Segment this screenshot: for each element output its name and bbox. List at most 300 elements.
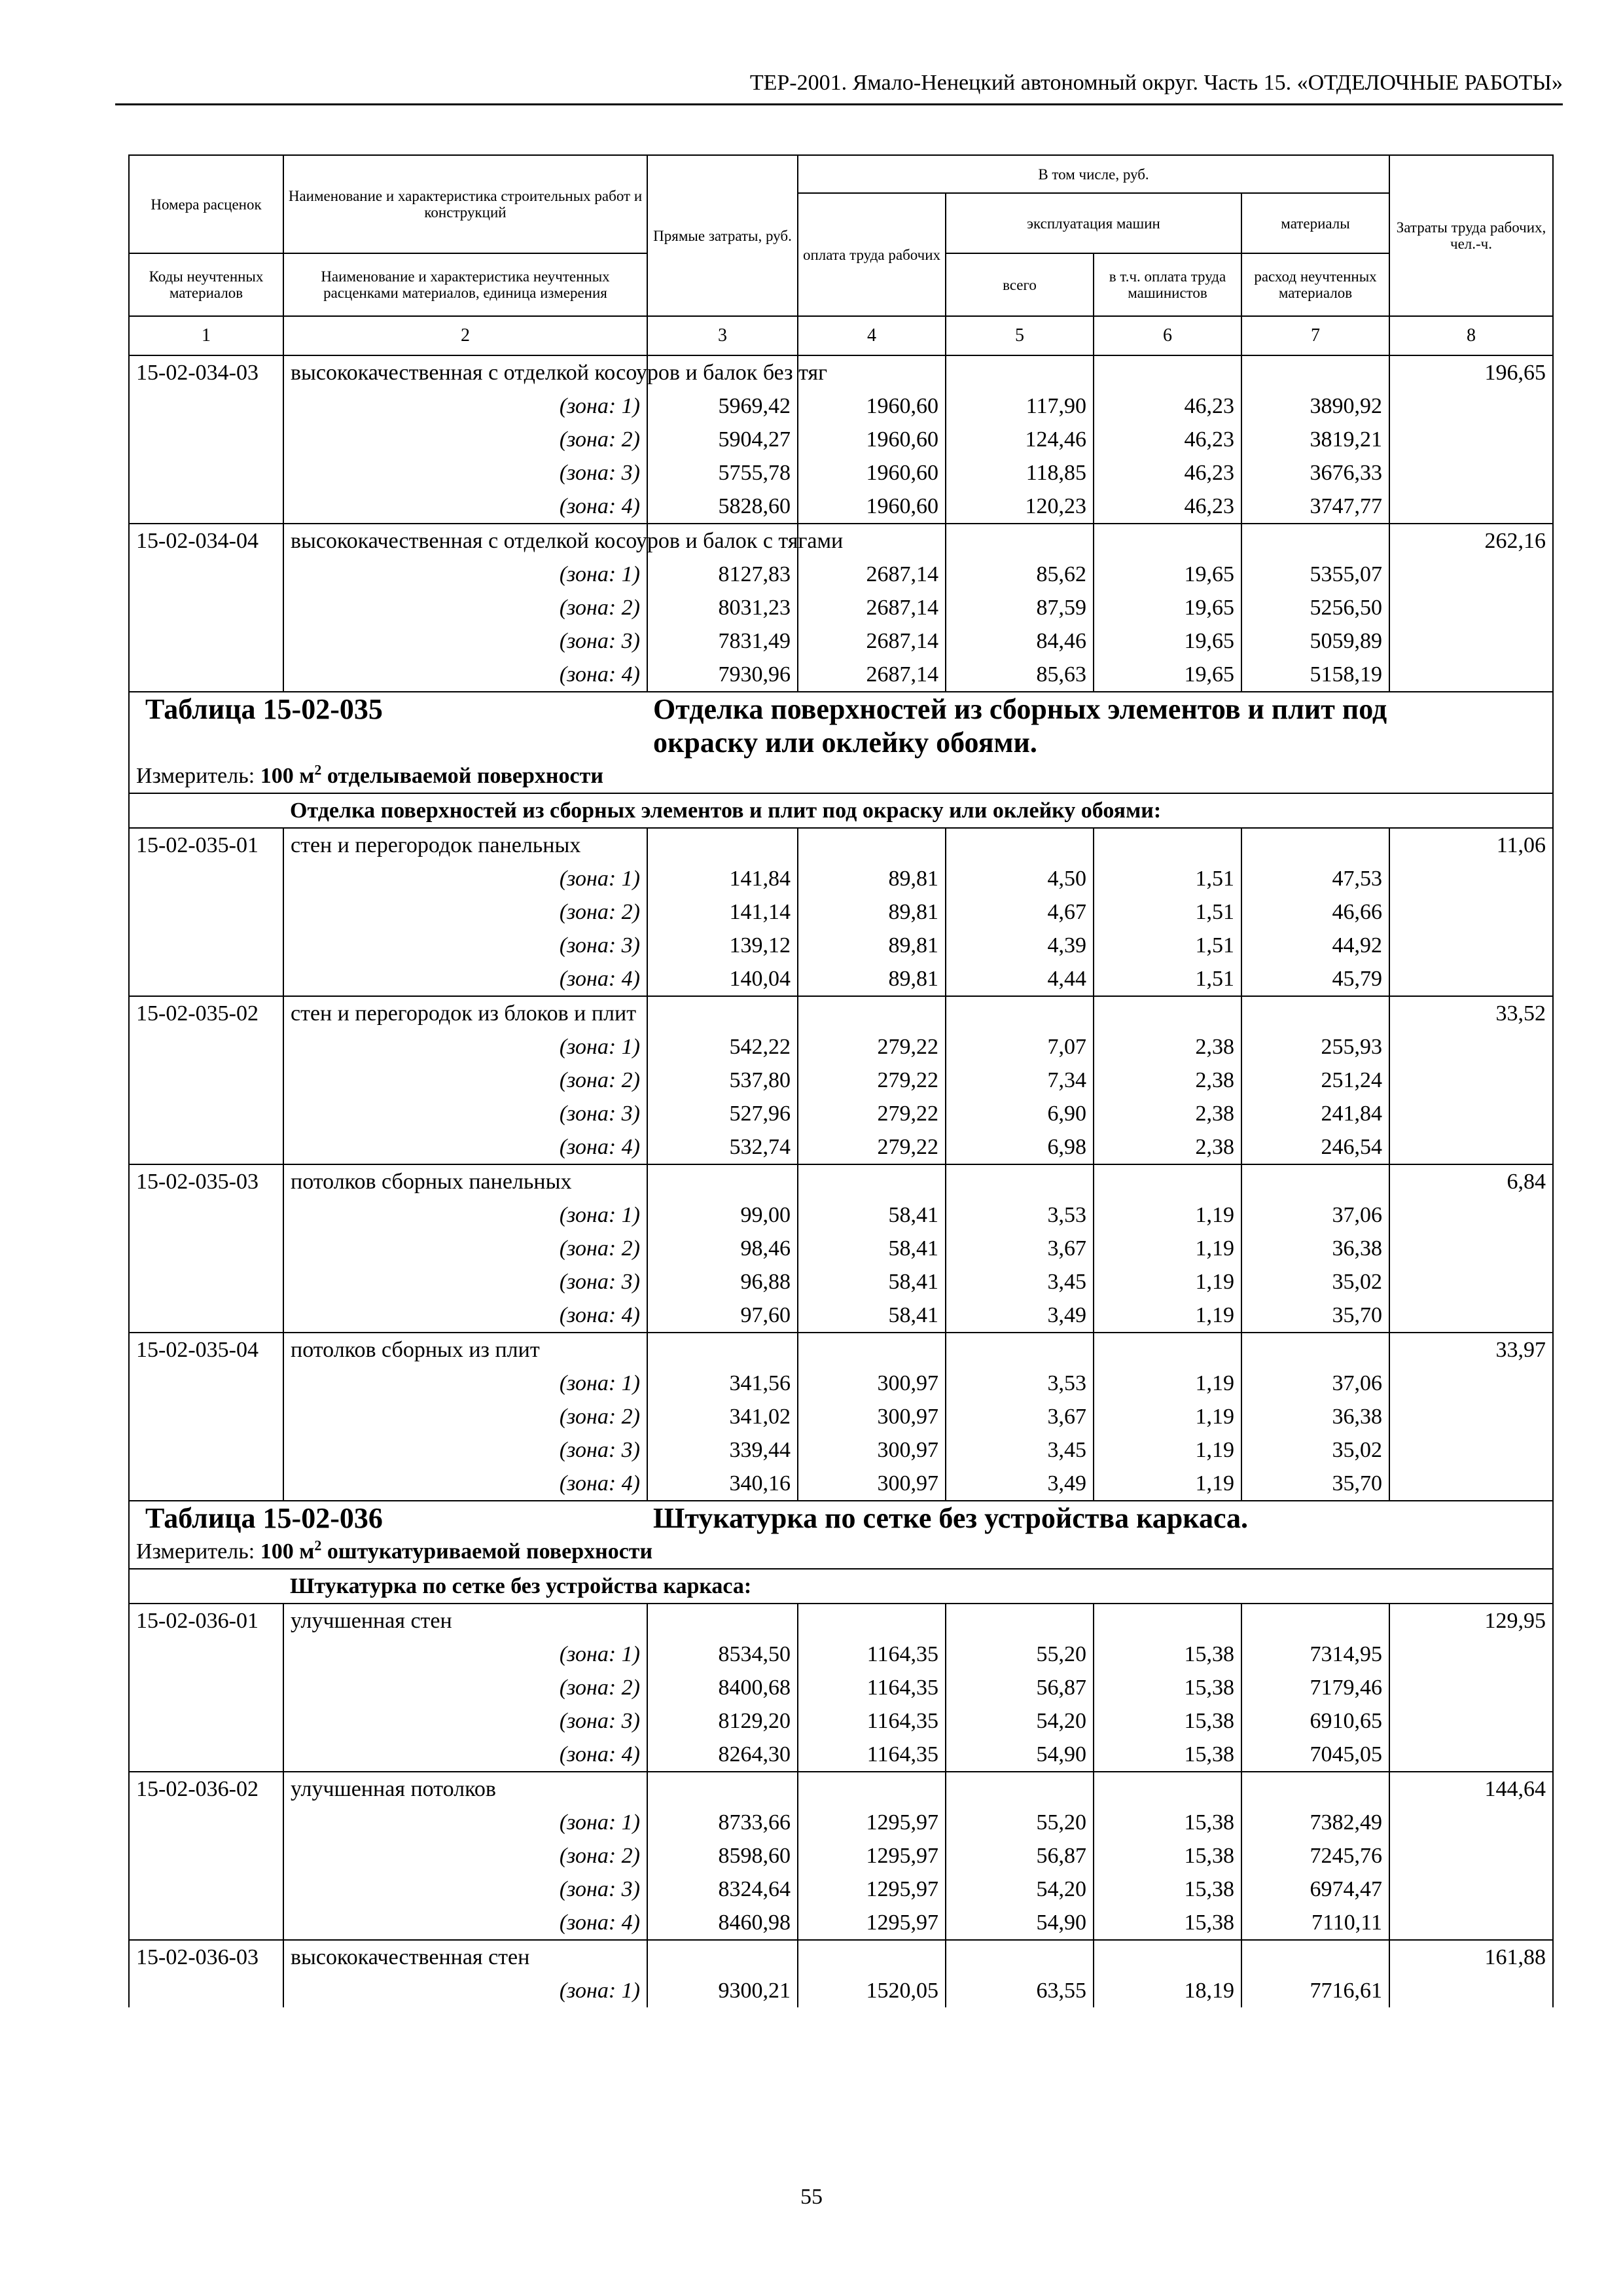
value-cell: 37,06 (1241, 1198, 1389, 1232)
empty-cell (129, 1400, 283, 1433)
measure-row (129, 1535, 1553, 1569)
empty-cell (1389, 1906, 1553, 1940)
table-row (129, 1333, 1553, 1367)
value-cell: 5158,19 (1241, 658, 1389, 692)
value-cell: 1295,97 (798, 1839, 946, 1873)
zone-label: (зона: 1) (283, 1367, 647, 1400)
value-cell: 7045,05 (1241, 1738, 1389, 1772)
work-name: улучшенная стен (283, 1604, 647, 1638)
value-cell: 5904,27 (647, 423, 798, 456)
zone-label: (зона: 1) (283, 862, 647, 895)
zone-row (129, 1299, 1553, 1333)
value-cell: 1295,97 (798, 1873, 946, 1906)
value-cell: 120,23 (946, 490, 1094, 524)
value-cell: 44,92 (1241, 929, 1389, 962)
value-cell: 8129,20 (647, 1704, 798, 1738)
value-cell: 7831,49 (647, 624, 798, 658)
zone-row (129, 1873, 1553, 1906)
empty-cell (1389, 895, 1553, 929)
head-col8: Затраты труда рабочих, чел.-ч. (1389, 155, 1553, 316)
rate-code: 15-02-035-04 (129, 1333, 283, 1367)
value-cell: 5755,78 (647, 456, 798, 490)
value-cell: 7,07 (946, 1030, 1094, 1064)
empty-cell (1389, 490, 1553, 524)
zone-row (129, 1367, 1553, 1400)
value-cell: 300,97 (798, 1467, 946, 1501)
value-cell: 8127,83 (647, 558, 798, 591)
value-cell: 7,34 (946, 1064, 1094, 1097)
zone-label: (зона: 1) (283, 558, 647, 591)
value-cell: 2687,14 (798, 658, 946, 692)
empty-cell (1094, 355, 1241, 389)
empty-cell (798, 1940, 946, 1974)
empty-cell (129, 1064, 283, 1097)
zone-label: (зона: 3) (283, 929, 647, 962)
measure-unit (129, 759, 1553, 793)
empty-cell (1094, 1940, 1241, 1974)
value-cell: 84,46 (946, 624, 1094, 658)
empty-cell (1389, 1400, 1553, 1433)
value-cell: 8733,66 (647, 1806, 798, 1839)
value-cell: 15,38 (1094, 1738, 1241, 1772)
zone-row (129, 490, 1553, 524)
measure-unit (129, 1535, 1553, 1569)
value-cell: 1,19 (1094, 1299, 1241, 1333)
value-cell: 5969,42 (647, 389, 798, 423)
empty-cell (647, 1604, 798, 1638)
empty-cell (129, 1299, 283, 1333)
zone-row (129, 1671, 1553, 1704)
empty-cell (129, 490, 283, 524)
empty-cell (1389, 1198, 1553, 1232)
labor-cost: 262,16 (1389, 524, 1553, 558)
empty-cell (946, 1772, 1094, 1806)
value-cell: 300,97 (798, 1367, 946, 1400)
zone-row (129, 1638, 1553, 1671)
empty-cell (129, 1806, 283, 1839)
head-materials: материалы (1241, 193, 1389, 253)
value-cell: 58,41 (798, 1232, 946, 1265)
measure-prefix: Измеритель: (136, 764, 255, 788)
empty-cell (129, 1130, 283, 1164)
empty-cell (1389, 962, 1553, 996)
zone-row (129, 1433, 1553, 1467)
value-cell: 542,22 (647, 1030, 798, 1064)
rate-code: 15-02-034-04 (129, 524, 283, 558)
empty-cell (1389, 456, 1553, 490)
table-title-row (129, 692, 1553, 759)
empty-cell (1389, 1806, 1553, 1839)
empty-cell (129, 1738, 283, 1772)
empty-cell (1241, 996, 1389, 1030)
value-cell: 124,46 (946, 423, 1094, 456)
measure-rest: отделываемой поверхности (321, 764, 603, 788)
labor-cost: 144,64 (1389, 1772, 1553, 1806)
empty-cell (1241, 355, 1389, 389)
value-cell: 97,60 (647, 1299, 798, 1333)
head-num: 3 (647, 316, 798, 355)
value-cell: 46,23 (1094, 490, 1241, 524)
value-cell: 7110,11 (1241, 1906, 1389, 1940)
zone-row (129, 1232, 1553, 1265)
value-cell: 140,04 (647, 962, 798, 996)
value-cell: 35,02 (1241, 1265, 1389, 1299)
zone-row (129, 624, 1553, 658)
zone-row (129, 1704, 1553, 1738)
head-col1-bottom: Коды неучтенных материалов (129, 253, 283, 316)
zone-row (129, 1400, 1553, 1433)
zone-row (129, 862, 1553, 895)
empty-cell (1094, 996, 1241, 1030)
value-cell: 85,63 (946, 658, 1094, 692)
value-cell: 2687,14 (798, 591, 946, 624)
work-name: потолков сборных панельных (283, 1164, 647, 1198)
value-cell: 4,44 (946, 962, 1094, 996)
table-row (129, 828, 1553, 862)
value-cell: 35,70 (1241, 1299, 1389, 1333)
empty-cell (1389, 658, 1553, 692)
measure-rest: оштукатуриваемой поверхности (321, 1539, 653, 1564)
value-cell: 15,38 (1094, 1839, 1241, 1873)
empty-cell (1389, 1299, 1553, 1333)
empty-cell (129, 1265, 283, 1299)
value-cell: 2,38 (1094, 1064, 1241, 1097)
value-cell: 98,46 (647, 1232, 798, 1265)
empty-cell (798, 1333, 946, 1367)
zone-label: (зона: 2) (283, 1064, 647, 1097)
value-cell: 3,53 (946, 1198, 1094, 1232)
empty-cell (129, 1906, 283, 1940)
head-col7: расход неучтенных материалов (1241, 253, 1389, 316)
value-cell: 8534,50 (647, 1638, 798, 1671)
rate-code: 15-02-036-02 (129, 1772, 283, 1806)
labor-cost: 196,65 (1389, 355, 1553, 389)
empty-cell (946, 996, 1094, 1030)
empty-cell (129, 1232, 283, 1265)
empty-cell (1389, 558, 1553, 591)
header-rule (115, 103, 1563, 105)
zone-label: (зона: 4) (283, 490, 647, 524)
empty-cell (1094, 524, 1241, 558)
empty-cell (1094, 1164, 1241, 1198)
empty-cell (1241, 1604, 1389, 1638)
value-cell: 2,38 (1094, 1130, 1241, 1164)
empty-cell (946, 1333, 1094, 1367)
zone-label: (зона: 4) (283, 962, 647, 996)
empty-cell (129, 389, 283, 423)
zone-row (129, 1130, 1553, 1164)
rate-code: 15-02-036-03 (129, 1940, 283, 1974)
section-row (129, 793, 1553, 828)
empty-cell (129, 1873, 283, 1906)
value-cell: 8460,98 (647, 1906, 798, 1940)
value-cell: 279,22 (798, 1064, 946, 1097)
empty-cell (798, 1164, 946, 1198)
value-cell: 1960,60 (798, 389, 946, 423)
value-cell: 2687,14 (798, 624, 946, 658)
empty-cell (1389, 1839, 1553, 1873)
value-cell: 241,84 (1241, 1097, 1389, 1130)
empty-cell (1389, 423, 1553, 456)
value-cell: 1164,35 (798, 1638, 946, 1671)
value-cell: 36,38 (1241, 1400, 1389, 1433)
zone-label: (зона: 4) (283, 658, 647, 692)
value-cell: 2687,14 (798, 558, 946, 591)
value-cell: 58,41 (798, 1299, 946, 1333)
empty-cell (129, 1367, 283, 1400)
empty-cell (129, 1671, 283, 1704)
empty-cell (946, 1940, 1094, 1974)
zone-row (129, 895, 1553, 929)
zone-label: (зона: 1) (283, 1806, 647, 1839)
empty-cell (129, 1839, 283, 1873)
zone-row (129, 1064, 1553, 1097)
value-cell: 8400,68 (647, 1671, 798, 1704)
value-cell: 4,39 (946, 929, 1094, 962)
value-cell: 2,38 (1094, 1097, 1241, 1130)
value-cell: 54,20 (946, 1704, 1094, 1738)
value-cell: 18,19 (1094, 1974, 1241, 2007)
value-cell: 1,19 (1094, 1367, 1241, 1400)
empty-cell (129, 1704, 283, 1738)
value-cell: 46,23 (1094, 423, 1241, 456)
zone-row (129, 423, 1553, 456)
rate-code: 15-02-036-01 (129, 1604, 283, 1638)
value-cell: 3,49 (946, 1467, 1094, 1501)
price-table (128, 154, 1554, 2007)
work-name: стен и перегородок панельных (283, 828, 647, 862)
empty-cell (647, 1333, 798, 1367)
empty-cell (1389, 1097, 1553, 1130)
empty-cell (129, 558, 283, 591)
work-name: улучшенная потолков (283, 1772, 647, 1806)
table-number: Таблица 15-02-035 (145, 693, 383, 725)
zone-label: (зона: 4) (283, 1467, 647, 1501)
empty-cell (946, 355, 1094, 389)
zone-label: (зона: 1) (283, 1638, 647, 1671)
zone-row (129, 389, 1553, 423)
value-cell: 1,19 (1094, 1467, 1241, 1501)
value-cell: 15,38 (1094, 1638, 1241, 1671)
value-cell: 15,38 (1094, 1671, 1241, 1704)
table-name: Штукатурка по сетке без устройства каркаса. (653, 1502, 1249, 1534)
value-cell: 7716,61 (1241, 1974, 1389, 2007)
zone-label: (зона: 3) (283, 1265, 647, 1299)
work-name: высококачественная стен (283, 1940, 647, 1974)
head-col4: оплата труда рабочих (798, 193, 946, 316)
value-cell: 8324,64 (647, 1873, 798, 1906)
value-cell: 58,41 (798, 1265, 946, 1299)
empty-cell (1389, 1704, 1553, 1738)
zone-label: (зона: 1) (283, 1030, 647, 1064)
rate-code: 15-02-035-01 (129, 828, 283, 862)
section-row (129, 1569, 1553, 1604)
zone-label: (зона: 3) (283, 1097, 647, 1130)
value-cell: 6910,65 (1241, 1704, 1389, 1738)
value-cell: 1,19 (1094, 1265, 1241, 1299)
table-number: Таблица 15-02-036 (145, 1502, 383, 1534)
value-cell: 3819,21 (1241, 423, 1389, 456)
zone-row (129, 1030, 1553, 1064)
value-cell: 99,00 (647, 1198, 798, 1232)
value-cell: 1,19 (1094, 1198, 1241, 1232)
zone-label: (зона: 4) (283, 1906, 647, 1940)
value-cell: 15,38 (1094, 1906, 1241, 1940)
value-cell: 1164,35 (798, 1671, 946, 1704)
head-num: 5 (946, 316, 1094, 355)
value-cell: 279,22 (798, 1030, 946, 1064)
value-cell: 1,51 (1094, 929, 1241, 962)
value-cell: 7245,76 (1241, 1839, 1389, 1873)
empty-cell (946, 828, 1094, 862)
empty-cell (129, 793, 283, 828)
value-cell: 7314,95 (1241, 1638, 1389, 1671)
value-cell: 47,53 (1241, 862, 1389, 895)
value-cell: 5256,50 (1241, 591, 1389, 624)
zone-row (129, 1265, 1553, 1299)
value-cell: 6,90 (946, 1097, 1094, 1130)
empty-cell (798, 828, 946, 862)
measure-sup: 2 (314, 761, 322, 778)
value-cell: 2,38 (1094, 1030, 1241, 1064)
empty-cell (129, 658, 283, 692)
value-cell: 139,12 (647, 929, 798, 962)
measure-row (129, 759, 1553, 793)
value-cell: 54,20 (946, 1873, 1094, 1906)
value-cell: 6974,47 (1241, 1873, 1389, 1906)
work-name: стен и перегородок из блоков и плит (283, 996, 647, 1030)
value-cell: 54,90 (946, 1738, 1094, 1772)
empty-cell (798, 996, 946, 1030)
empty-cell (946, 1164, 1094, 1198)
empty-cell (129, 862, 283, 895)
empty-cell (129, 1467, 283, 1501)
value-cell: 4,67 (946, 895, 1094, 929)
head-num: 8 (1389, 316, 1553, 355)
value-cell: 3,67 (946, 1232, 1094, 1265)
value-cell: 54,90 (946, 1906, 1094, 1940)
page-number: 55 (800, 2185, 823, 2209)
value-cell: 19,65 (1094, 658, 1241, 692)
value-cell: 19,65 (1094, 591, 1241, 624)
empty-cell (1389, 1232, 1553, 1265)
zone-label: (зона: 3) (283, 1433, 647, 1467)
zone-label: (зона: 1) (283, 1198, 647, 1232)
zone-row (129, 1738, 1553, 1772)
head-col3: Прямые затраты, руб. (647, 155, 798, 316)
value-cell: 1,19 (1094, 1433, 1241, 1467)
value-cell: 3890,92 (1241, 389, 1389, 423)
value-cell: 46,23 (1094, 456, 1241, 490)
value-cell: 19,65 (1094, 624, 1241, 658)
value-cell: 300,97 (798, 1433, 946, 1467)
value-cell: 300,97 (798, 1400, 946, 1433)
head-col1-top: Номера расценок (129, 155, 283, 253)
value-cell: 8031,23 (647, 591, 798, 624)
zone-label: (зона: 2) (283, 1671, 647, 1704)
value-cell: 7382,49 (1241, 1806, 1389, 1839)
zone-label: (зона: 3) (283, 624, 647, 658)
empty-cell (129, 1569, 283, 1604)
measure-sup: 2 (314, 1537, 322, 1554)
empty-cell (647, 1772, 798, 1806)
measure-value: 100 м (260, 764, 315, 788)
table-title (129, 692, 1553, 759)
head-num: 7 (1241, 316, 1389, 355)
measure-value: 100 м (260, 1539, 315, 1564)
empty-cell (1094, 1333, 1241, 1367)
value-cell: 8264,30 (647, 1738, 798, 1772)
empty-cell (1389, 1064, 1553, 1097)
value-cell: 15,38 (1094, 1806, 1241, 1839)
value-cell: 35,70 (1241, 1467, 1389, 1501)
empty-cell (1241, 1772, 1389, 1806)
value-cell: 246,54 (1241, 1130, 1389, 1164)
zone-row (129, 591, 1553, 624)
zone-row (129, 456, 1553, 490)
value-cell: 1,51 (1094, 862, 1241, 895)
value-cell: 1,51 (1094, 962, 1241, 996)
head-col2-bottom: Наименование и характеристика неучтенных расценками материалов, единица измерения (283, 253, 647, 316)
value-cell: 96,88 (647, 1265, 798, 1299)
value-cell: 35,02 (1241, 1433, 1389, 1467)
labor-cost: 11,06 (1389, 828, 1553, 862)
empty-cell (1094, 1604, 1241, 1638)
value-cell: 1,51 (1094, 895, 1241, 929)
zone-row (129, 929, 1553, 962)
empty-cell (129, 624, 283, 658)
table-row (129, 1164, 1553, 1198)
table-name: Отделка поверхностей из сборных элементов и плит под окраску или оклейку обоями. (653, 693, 1387, 759)
value-cell: 255,93 (1241, 1030, 1389, 1064)
empty-cell (1389, 1638, 1553, 1671)
empty-cell (1389, 389, 1553, 423)
running-header: ТЕР-2001. Ямало-Ненецкий автономный округ. Часть 15. «ОТДЕЛОЧНЫЕ РАБОТЫ» (749, 71, 1563, 95)
value-cell: 1295,97 (798, 1906, 946, 1940)
empty-cell (129, 1097, 283, 1130)
zone-label: (зона: 4) (283, 1738, 647, 1772)
value-cell: 1960,60 (798, 423, 946, 456)
head-machines: эксплуатация машин (946, 193, 1241, 253)
empty-cell (1389, 1030, 1553, 1064)
value-cell: 89,81 (798, 895, 946, 929)
value-cell: 3,67 (946, 1400, 1094, 1433)
value-cell: 4,50 (946, 862, 1094, 895)
value-cell: 3,45 (946, 1265, 1094, 1299)
rate-code: 15-02-035-03 (129, 1164, 283, 1198)
value-cell: 3747,77 (1241, 490, 1389, 524)
empty-cell (1094, 828, 1241, 862)
value-cell: 89,81 (798, 962, 946, 996)
empty-cell (129, 1030, 283, 1064)
head-num: 6 (1094, 316, 1241, 355)
value-cell: 85,62 (946, 558, 1094, 591)
rate-code: 15-02-034-03 (129, 355, 283, 389)
empty-cell (1389, 1367, 1553, 1400)
value-cell: 89,81 (798, 929, 946, 962)
zone-label: (зона: 2) (283, 1400, 647, 1433)
table-row (129, 355, 1553, 389)
table-row (129, 1604, 1553, 1638)
zone-row (129, 1839, 1553, 1873)
value-cell: 527,96 (647, 1097, 798, 1130)
value-cell: 5355,07 (1241, 558, 1389, 591)
empty-cell (1389, 1265, 1553, 1299)
value-cell: 37,06 (1241, 1367, 1389, 1400)
empty-cell (1389, 1433, 1553, 1467)
value-cell: 45,79 (1241, 962, 1389, 996)
empty-cell (946, 1604, 1094, 1638)
